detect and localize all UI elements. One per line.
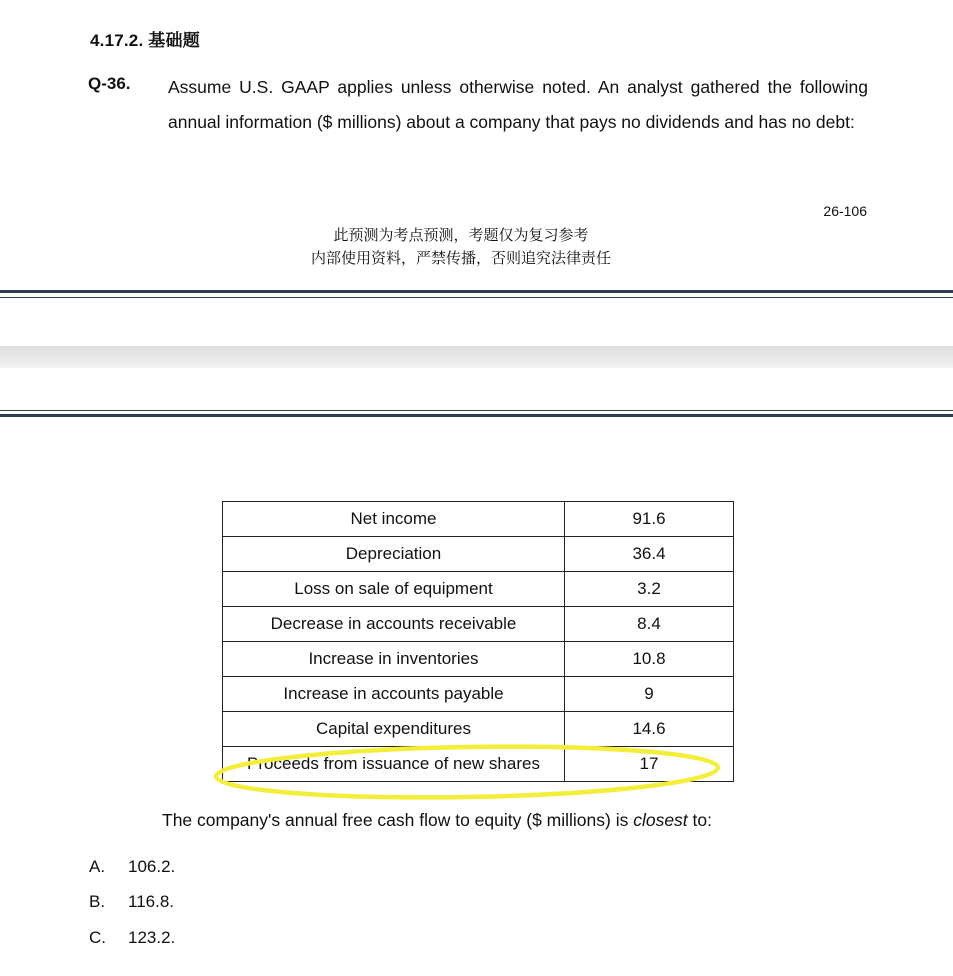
row-label: Loss on sale of equipment	[223, 572, 565, 607]
row-value: 9	[565, 677, 734, 712]
row-value: 36.4	[565, 537, 734, 572]
row-value: 14.6	[565, 712, 734, 747]
row-value: 17	[565, 747, 734, 782]
highlight-ellipse	[216, 743, 719, 802]
row-label: Net income	[223, 502, 565, 537]
answer-option-b[interactable]	[89, 892, 174, 912]
row-value: 91.6	[565, 502, 734, 537]
question-prompt	[162, 810, 712, 831]
page-number: 26-106	[823, 203, 867, 219]
option-letter: A.	[89, 857, 106, 876]
row-value: 10.8	[565, 642, 734, 677]
question-number: Q-36.	[88, 74, 131, 93]
row-label: Decrease in accounts receivable	[223, 607, 565, 642]
option-letter: C.	[89, 928, 106, 947]
option-text: 106.2.	[128, 857, 176, 876]
answer-option-c[interactable]	[89, 928, 175, 948]
row-label: Depreciation	[223, 537, 565, 572]
question-text: Assume U.S. GAAP applies unless otherwise noted. An analyst gathered the following annual information ($ millions) about a company that pays no dividends and has no debt:	[168, 77, 868, 132]
row-label: Increase in accounts payable	[223, 677, 565, 712]
prompt-text-after: to:	[687, 810, 712, 830]
row-label: Increase in inventories	[223, 642, 565, 677]
option-text: 116.8.	[128, 892, 175, 911]
option-text: 123.2.	[128, 928, 176, 947]
prompt-text-before: The company's annual free cash flow to equity ($ millions) is	[162, 810, 634, 830]
row-label: Proceeds from issuance of new shares	[223, 747, 565, 782]
prompt-emphasis: closest	[633, 810, 688, 830]
row-label: Capital expenditures	[223, 712, 565, 747]
row-value: 8.4	[565, 607, 734, 642]
footer-notice-line-1: 此预测为考点预测，考题仅为复习参考	[333, 226, 589, 244]
footer-notice-line-2: 内部使用资料，严禁传播，否则追究法律责任	[310, 249, 611, 267]
row-value: 3.2	[565, 572, 734, 607]
answer-option-a[interactable]	[89, 857, 175, 877]
option-letter: B.	[89, 892, 106, 911]
section-title: 4.17.2. 基础题	[90, 31, 200, 50]
